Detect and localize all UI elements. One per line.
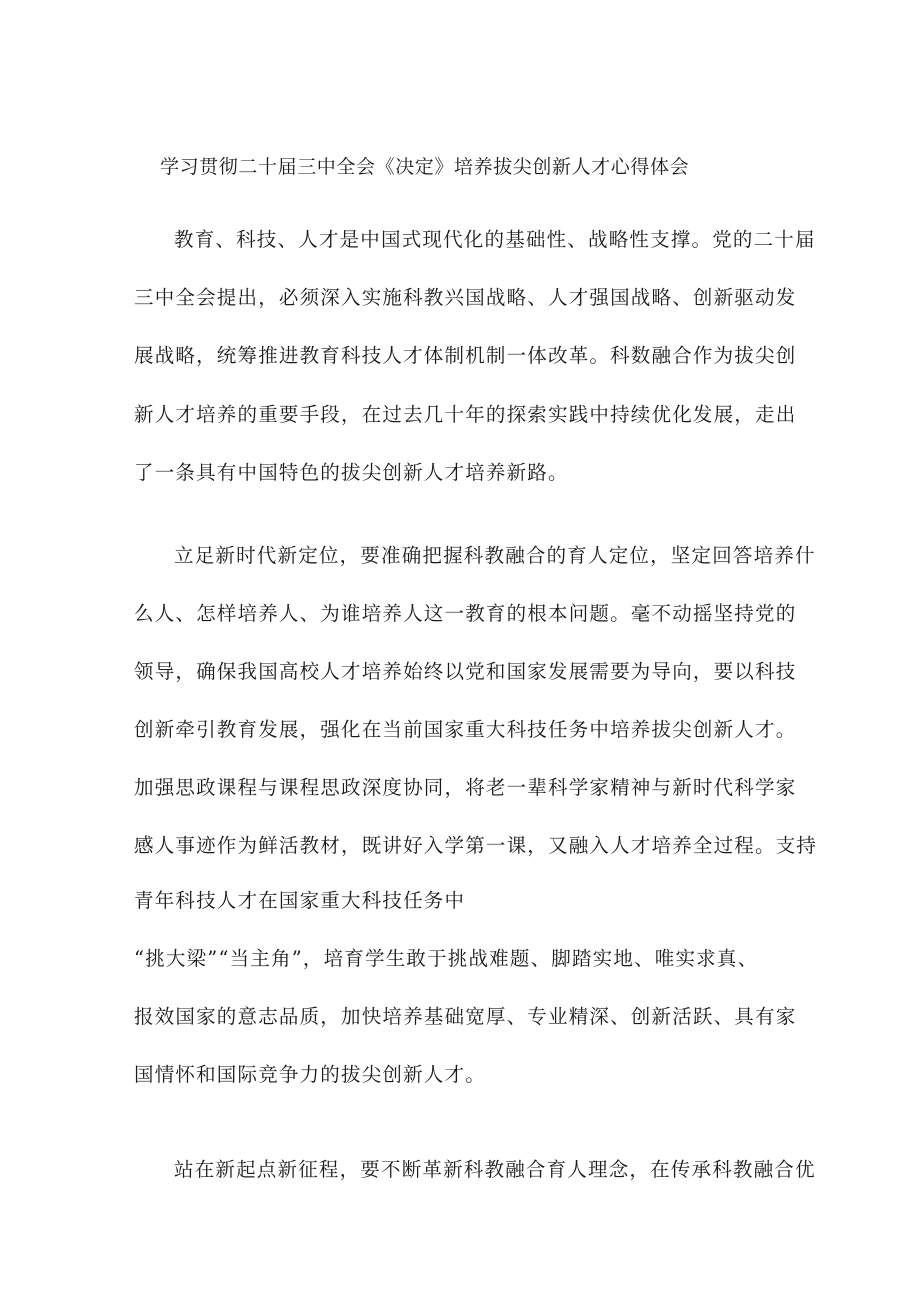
paragraph-line: 感人事迹作为鲜活教材，既讲好入学第一课，又融入人才培养全过程。支持 <box>134 834 818 857</box>
paragraph-line: 教育、科技、人才是中国式现代化的基础性、战略性支撑。党的二十届 <box>174 228 816 251</box>
paragraph-line: 青年科技人才在国家重大科技任务中 <box>134 889 466 912</box>
paragraph-line: 报效国家的意志品质，加快培养基础宽厚、专业精深、创新活跃、具有家 <box>134 1005 797 1028</box>
paragraph-line: 么人、怎样培养人、为谁培养人这一教育的根本问题。毫不动摇坚持党的 <box>134 602 797 625</box>
paragraph-line: 国情怀和国际竞争力的拔尖创新人才。 <box>134 1063 486 1086</box>
paragraph-line: 了一条具有中国特色的拔尖创新人才培养新路。 <box>134 461 569 484</box>
document-title: 学习贯彻二十届三中全会《决定》培养拔尖创新人才心得体会 <box>160 156 690 178</box>
paragraph-line: 加强思政课程与课程思政深度协同，将老一辈科学家精神与新时代科学家 <box>134 776 797 799</box>
paragraph-line: 新人才培养的重要手段，在过去几十年的探索实践中持续优化发展，走出 <box>134 403 797 426</box>
paragraph-line: 站在新起点新征程，要不断革新科教融合育人理念，在传承科教融合优 <box>174 1158 816 1181</box>
paragraph-line: 领导，确保我国高校人才培养始终以党和国家发展需要为导向，要以科技 <box>134 660 797 683</box>
paragraph-line: 展战略，统筹推进教育科技人才体制机制一体改革。科数融合作为拔尖创 <box>134 344 797 367</box>
paragraph-line: 三中全会提出，必须深入实施科教兴国战略、人才强国战略、创新驱动发 <box>134 286 797 309</box>
paragraph-line: “挑大梁”“当主角”，培育学生敢于挑战难题、脚踏实地、唯实求真、 <box>134 947 759 970</box>
paragraph-line: 立足新时代新定位，要准确把握科教融合的育人定位，坚定回答培养什 <box>174 544 816 567</box>
paragraph-line: 创新牵引教育发展，强化在当前国家重大科技任务中培养拔尖创新人才。 <box>134 718 797 741</box>
